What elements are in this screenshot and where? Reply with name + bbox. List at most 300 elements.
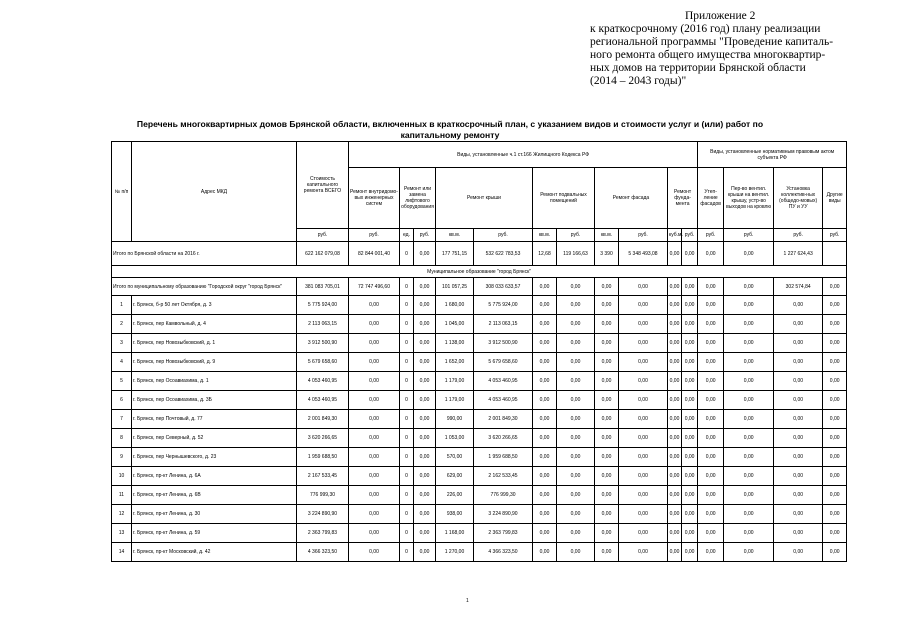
row-lift-units: 0 <box>400 448 414 467</box>
row-basement-cost: 0,00 <box>557 410 595 429</box>
row-insulation-cost: 0,00 <box>698 467 724 486</box>
total-cell: 532 622 783,53 <box>474 242 533 266</box>
total-cell: 0,00 <box>682 242 698 266</box>
row-engineering: 0,00 <box>349 372 400 391</box>
row-flat-roof-cost: 0,00 <box>724 334 774 353</box>
row-lift-cost: 0,00 <box>414 486 436 505</box>
row-meters-cost: 0,00 <box>774 467 823 486</box>
row-address: г. Брянск, пер Северный, д. 52 <box>132 429 297 448</box>
row-address: г. Брянск, пр-кт Ленина, д. 59 <box>132 524 297 543</box>
row-roof-cost: 2 113 063,15 <box>474 315 533 334</box>
row-foundation-cost: 0,00 <box>682 353 698 372</box>
row-roof-area: 1 168,00 <box>436 524 474 543</box>
row-basement-area: 0,00 <box>533 429 557 448</box>
row-engineering: 0,00 <box>349 505 400 524</box>
total-cell: 0 <box>400 242 414 266</box>
header-basement: Ремонт подвальных помещений <box>533 168 595 229</box>
row-foundation-volume: 0,00 <box>668 429 682 448</box>
region-total-label: Итого по Брянской области на 2016 г. <box>112 242 297 266</box>
row-total-cost: 5 775 924,00 <box>297 296 349 315</box>
appendix-header <box>590 10 890 88</box>
row-foundation-volume: 0,00 <box>668 448 682 467</box>
row-foundation-volume: 0,00 <box>668 410 682 429</box>
row-number: 3 <box>112 334 132 353</box>
row-address: г. Брянск, пер Осоавиахима, д. 3Б <box>132 391 297 410</box>
row-total-cost: 3 912 500,90 <box>297 334 349 353</box>
table-row <box>112 429 847 448</box>
row-facade-cost: 0,00 <box>619 315 668 334</box>
header-total-cost: Стоимость капитального ремонта ВСЕГО <box>297 142 349 229</box>
row-total-cost: 5 679 658,60 <box>297 353 349 372</box>
row-engineering: 0,00 <box>349 524 400 543</box>
row-roof-cost: 2 363 799,83 <box>474 524 533 543</box>
row-basement-cost: 0,00 <box>557 524 595 543</box>
unit-cell: кв.м. <box>595 229 619 242</box>
row-foundation-volume: 0,00 <box>668 486 682 505</box>
row-basement-area: 0,00 <box>533 410 557 429</box>
row-lift-cost: 0,00 <box>414 315 436 334</box>
row-number: 14 <box>112 543 132 562</box>
row-lift-units: 0 <box>400 429 414 448</box>
row-facade-area: 0,00 <box>595 391 619 410</box>
total-cell: 0,00 <box>619 278 668 296</box>
row-other-cost: 0,00 <box>823 391 847 410</box>
table-row <box>112 505 847 524</box>
row-foundation-cost: 0,00 <box>682 448 698 467</box>
row-basement-cost: 0,00 <box>557 391 595 410</box>
row-lift-units: 0 <box>400 315 414 334</box>
row-roof-cost: 4 053 460,95 <box>474 391 533 410</box>
row-engineering: 0,00 <box>349 410 400 429</box>
unit-cell: руб. <box>414 229 436 242</box>
appendix-line: ных домов на территории Брянской области <box>590 62 806 74</box>
row-address: г. Брянск, пр-кт Ленина, д. 6А <box>132 467 297 486</box>
total-cell: 101 057,25 <box>436 278 474 296</box>
row-meters-cost: 0,00 <box>774 505 823 524</box>
row-roof-area: 226,00 <box>436 486 474 505</box>
row-facade-area: 0,00 <box>595 372 619 391</box>
row-flat-roof-cost: 0,00 <box>724 448 774 467</box>
row-roof-cost: 2 162 533,45 <box>474 467 533 486</box>
row-foundation-volume: 0,00 <box>668 315 682 334</box>
row-flat-roof-cost: 0,00 <box>724 467 774 486</box>
row-lift-units: 0 <box>400 524 414 543</box>
row-lift-units: 0 <box>400 372 414 391</box>
row-other-cost: 0,00 <box>823 486 847 505</box>
row-insulation-cost: 0,00 <box>698 296 724 315</box>
total-cell: 0,00 <box>823 278 847 296</box>
unit-cell: руб. <box>774 229 823 242</box>
unit-cell: руб. <box>823 229 847 242</box>
row-lift-units: 0 <box>400 505 414 524</box>
row-engineering: 0,00 <box>349 353 400 372</box>
row-basement-area: 0,00 <box>533 391 557 410</box>
row-foundation-volume: 0,00 <box>668 543 682 562</box>
row-facade-area: 0,00 <box>595 334 619 353</box>
row-roof-cost: 1 959 688,50 <box>474 448 533 467</box>
total-cell: 177 751,15 <box>436 242 474 266</box>
row-lift-units: 0 <box>400 486 414 505</box>
row-lift-units: 0 <box>400 334 414 353</box>
row-facade-cost: 0,00 <box>619 448 668 467</box>
total-cell: 0,00 <box>533 278 557 296</box>
row-foundation-volume: 0,00 <box>668 391 682 410</box>
row-roof-area: 1 179,00 <box>436 372 474 391</box>
row-flat-roof-cost: 0,00 <box>724 315 774 334</box>
row-roof-cost: 3 224 890,90 <box>474 505 533 524</box>
row-meters-cost: 0,00 <box>774 524 823 543</box>
row-lift-units: 0 <box>400 410 414 429</box>
row-insulation-cost: 0,00 <box>698 391 724 410</box>
row-basement-area: 0,00 <box>533 296 557 315</box>
row-lift-units: 0 <box>400 467 414 486</box>
row-basement-cost: 0,00 <box>557 448 595 467</box>
row-other-cost: 0,00 <box>823 353 847 372</box>
unit-cell: кв.м. <box>533 229 557 242</box>
row-address: г. Брянск, пр-кт Ленина, д. 30 <box>132 505 297 524</box>
row-other-cost: 0,00 <box>823 315 847 334</box>
appendix-line: (2014 – 2043 годы)" <box>590 75 687 87</box>
row-roof-area: 1 138,00 <box>436 334 474 353</box>
row-number: 13 <box>112 524 132 543</box>
header-num: № п/п <box>112 142 132 242</box>
section-row <box>112 266 847 278</box>
row-meters-cost: 0,00 <box>774 296 823 315</box>
row-roof-cost: 4 366 323,50 <box>474 543 533 562</box>
row-total-cost: 4 366 323,50 <box>297 543 349 562</box>
total-cell: 3 390 <box>595 242 619 266</box>
header-facade: Ремонт фасада <box>595 168 668 229</box>
total-cell: 381 083 705,01 <box>297 278 349 296</box>
row-roof-cost: 3 912 500,90 <box>474 334 533 353</box>
row-basement-area: 0,00 <box>533 543 557 562</box>
unit-cell: руб. <box>297 229 349 242</box>
row-facade-area: 0,00 <box>595 505 619 524</box>
section-total-row <box>112 278 847 296</box>
row-facade-area: 0,00 <box>595 353 619 372</box>
total-cell: 5 348 493,08 <box>619 242 668 266</box>
table-row <box>112 296 847 315</box>
row-facade-cost: 0,00 <box>619 334 668 353</box>
document-title <box>110 119 790 141</box>
row-address: г. Брянск, пер Почтовый, д. 77 <box>132 410 297 429</box>
header-engineering: Ремонт внутридомо-вых инженерных систем <box>349 168 400 229</box>
row-facade-area: 0,00 <box>595 543 619 562</box>
row-foundation-cost: 0,00 <box>682 334 698 353</box>
row-basement-cost: 0,00 <box>557 505 595 524</box>
row-meters-cost: 0,00 <box>774 353 823 372</box>
row-address: г. Брянск, пр-кт Московский, д. 42 <box>132 543 297 562</box>
section-total-label: Итого по муниципальному образованию "Городской округ "город Брянск" <box>112 278 297 296</box>
row-other-cost: 0,00 <box>823 448 847 467</box>
row-meters-cost: 0,00 <box>774 448 823 467</box>
row-insulation-cost: 0,00 <box>698 448 724 467</box>
row-facade-cost: 0,00 <box>619 486 668 505</box>
row-engineering: 0,00 <box>349 296 400 315</box>
row-other-cost: 0,00 <box>823 505 847 524</box>
row-foundation-volume: 0,00 <box>668 467 682 486</box>
unit-cell: руб. <box>619 229 668 242</box>
row-insulation-cost: 0,00 <box>698 429 724 448</box>
row-roof-cost: 3 620 266,65 <box>474 429 533 448</box>
header-meters: Установка коллектив-ных (общедо-мовых) ПУ и УУ <box>774 168 823 229</box>
row-foundation-volume: 0,00 <box>668 524 682 543</box>
row-basement-area: 0,00 <box>533 353 557 372</box>
row-lift-units: 0 <box>400 296 414 315</box>
row-roof-area: 629,00 <box>436 467 474 486</box>
row-lift-cost: 0,00 <box>414 353 436 372</box>
row-basement-area: 0,00 <box>533 315 557 334</box>
row-other-cost: 0,00 <box>823 372 847 391</box>
row-facade-area: 0,00 <box>595 410 619 429</box>
total-cell: 0,00 <box>724 242 774 266</box>
row-foundation-cost: 0,00 <box>682 372 698 391</box>
row-other-cost: 0,00 <box>823 334 847 353</box>
row-foundation-volume: 0,00 <box>668 353 682 372</box>
row-number: 11 <box>112 486 132 505</box>
row-meters-cost: 0,00 <box>774 429 823 448</box>
row-other-cost: 0,00 <box>823 543 847 562</box>
unit-cell: куб.м. <box>668 229 682 242</box>
row-total-cost: 3 620 266,65 <box>297 429 349 448</box>
row-roof-cost: 5 775 924,00 <box>474 296 533 315</box>
row-basement-cost: 0,00 <box>557 467 595 486</box>
row-basement-area: 0,00 <box>533 486 557 505</box>
total-cell: 119 166,63 <box>557 242 595 266</box>
row-facade-area: 0,00 <box>595 315 619 334</box>
total-cell: 0,00 <box>698 278 724 296</box>
row-total-cost: 2 001 849,30 <box>297 410 349 429</box>
row-basement-area: 0,00 <box>533 505 557 524</box>
row-roof-area: 1 179,00 <box>436 391 474 410</box>
row-flat-roof-cost: 0,00 <box>724 372 774 391</box>
row-engineering: 0,00 <box>349 448 400 467</box>
header-lift: Ремонт или замена лифтового оборудования <box>400 168 436 229</box>
row-insulation-cost: 0,00 <box>698 486 724 505</box>
row-total-cost: 1 959 688,50 <box>297 448 349 467</box>
row-number: 4 <box>112 353 132 372</box>
row-roof-cost: 5 679 658,60 <box>474 353 533 372</box>
row-flat-roof-cost: 0,00 <box>724 505 774 524</box>
row-meters-cost: 0,00 <box>774 315 823 334</box>
total-cell: 0 <box>400 278 414 296</box>
row-roof-cost: 2 001 849,30 <box>474 410 533 429</box>
row-foundation-volume: 0,00 <box>668 334 682 353</box>
row-address: г. Брянск, пер Камвольный, д. 4 <box>132 315 297 334</box>
row-flat-roof-cost: 0,00 <box>724 543 774 562</box>
row-address: г. Брянск, пр-кт Ленина, д. 6В <box>132 486 297 505</box>
total-cell: 12,68 <box>533 242 557 266</box>
row-basement-area: 0,00 <box>533 448 557 467</box>
row-foundation-volume: 0,00 <box>668 372 682 391</box>
total-cell: 72 747 496,60 <box>349 278 400 296</box>
row-facade-cost: 0,00 <box>619 296 668 315</box>
row-basement-cost: 0,00 <box>557 353 595 372</box>
row-facade-cost: 0,00 <box>619 372 668 391</box>
row-lift-cost: 0,00 <box>414 467 436 486</box>
row-facade-area: 0,00 <box>595 524 619 543</box>
row-flat-roof-cost: 0,00 <box>724 410 774 429</box>
unit-cell: руб. <box>682 229 698 242</box>
total-cell: 0,00 <box>724 278 774 296</box>
row-roof-area: 1 680,00 <box>436 296 474 315</box>
row-basement-cost: 0,00 <box>557 334 595 353</box>
row-insulation-cost: 0,00 <box>698 524 724 543</box>
document-title-line: Перечень многоквартирных домов Брянской области, включенных в краткосрочный план, с указанием видов и стоимости услуг и (или) работ по <box>136 119 764 129</box>
row-total-cost: 4 053 460,95 <box>297 372 349 391</box>
row-lift-units: 0 <box>400 543 414 562</box>
row-lift-cost: 0,00 <box>414 505 436 524</box>
row-basement-area: 0,00 <box>533 467 557 486</box>
repair-plan-table <box>111 141 847 562</box>
row-foundation-cost: 0,00 <box>682 296 698 315</box>
row-engineering: 0,00 <box>349 429 400 448</box>
appendix-line: ного ремонта общего имущества многоквартир- <box>590 49 826 61</box>
row-insulation-cost: 0,00 <box>698 543 724 562</box>
row-insulation-cost: 0,00 <box>698 505 724 524</box>
appendix-line: к краткосрочному (2016 год) плану реализации <box>590 23 821 35</box>
table-row <box>112 448 847 467</box>
row-flat-roof-cost: 0,00 <box>724 486 774 505</box>
row-facade-cost: 0,00 <box>619 353 668 372</box>
row-address: г. Брянск, пер Осоавиахима, д. 1 <box>132 372 297 391</box>
total-cell <box>823 242 847 266</box>
row-flat-roof-cost: 0,00 <box>724 524 774 543</box>
row-meters-cost: 0,00 <box>774 486 823 505</box>
unit-cell: ед. <box>400 229 414 242</box>
total-cell: 0,00 <box>557 278 595 296</box>
row-total-cost: 776 999,30 <box>297 486 349 505</box>
row-facade-cost: 0,00 <box>619 543 668 562</box>
table-row <box>112 353 847 372</box>
total-cell: 622 162 079,08 <box>297 242 349 266</box>
row-insulation-cost: 0,00 <box>698 353 724 372</box>
row-lift-cost: 0,00 <box>414 296 436 315</box>
row-basement-area: 0,00 <box>533 334 557 353</box>
row-other-cost: 0,00 <box>823 296 847 315</box>
row-facade-cost: 0,00 <box>619 429 668 448</box>
row-facade-cost: 0,00 <box>619 391 668 410</box>
table-row <box>112 524 847 543</box>
row-other-cost: 0,00 <box>823 524 847 543</box>
row-lift-cost: 0,00 <box>414 429 436 448</box>
header-group-rf: Виды, установленные нормативным правовым актом субъекта РФ <box>698 142 847 168</box>
unit-cell: руб. <box>349 229 400 242</box>
row-total-cost: 2 167 533,45 <box>297 467 349 486</box>
document-title-line: капитальному ремонту <box>400 130 500 140</box>
row-address: г. Брянск, пер Новозыбковский, д. 9 <box>132 353 297 372</box>
row-basement-cost: 0,00 <box>557 486 595 505</box>
row-number: 1 <box>112 296 132 315</box>
region-total-row <box>112 242 847 266</box>
row-address: г. Брянск, пер Чернышевского, д. 23 <box>132 448 297 467</box>
row-engineering: 0,00 <box>349 543 400 562</box>
row-roof-area: 990,00 <box>436 410 474 429</box>
row-meters-cost: 0,00 <box>774 391 823 410</box>
row-foundation-cost: 0,00 <box>682 543 698 562</box>
row-facade-cost: 0,00 <box>619 505 668 524</box>
section-title: Муниципальное образование "город Брянск" <box>112 266 847 278</box>
row-lift-cost: 0,00 <box>414 543 436 562</box>
row-basement-cost: 0,00 <box>557 543 595 562</box>
row-lift-cost: 0,00 <box>414 410 436 429</box>
row-roof-area: 1 652,00 <box>436 353 474 372</box>
total-cell: 1 227 624,43 <box>774 242 823 266</box>
table-row <box>112 410 847 429</box>
row-foundation-volume: 0,00 <box>668 296 682 315</box>
row-engineering: 0,00 <box>349 391 400 410</box>
appendix-line: региональной программы "Проведение капиталь- <box>590 36 834 48</box>
row-basement-area: 0,00 <box>533 372 557 391</box>
total-cell: 0,00 <box>595 278 619 296</box>
table-row <box>112 334 847 353</box>
header-roof: Ремонт крыши <box>436 168 533 229</box>
row-roof-area: 1 045,00 <box>436 315 474 334</box>
row-lift-cost: 0,00 <box>414 524 436 543</box>
header-foundation: Ремонт фунда-мента <box>668 168 698 229</box>
row-facade-area: 0,00 <box>595 467 619 486</box>
unit-cell: руб. <box>724 229 774 242</box>
row-roof-area: 570,00 <box>436 448 474 467</box>
row-number: 8 <box>112 429 132 448</box>
row-basement-cost: 0,00 <box>557 315 595 334</box>
row-address: г. Брянск, б-р 50 лет Октября, д. 3 <box>132 296 297 315</box>
row-flat-roof-cost: 0,00 <box>724 296 774 315</box>
row-roof-area: 1 270,00 <box>436 543 474 562</box>
row-flat-roof-cost: 0,00 <box>724 353 774 372</box>
table-row <box>112 486 847 505</box>
row-total-cost: 3 224 890,90 <box>297 505 349 524</box>
row-number: 6 <box>112 391 132 410</box>
row-lift-cost: 0,00 <box>414 391 436 410</box>
row-facade-cost: 0,00 <box>619 524 668 543</box>
total-cell: 0,00 <box>682 278 698 296</box>
unit-cell: руб. <box>698 229 724 242</box>
row-insulation-cost: 0,00 <box>698 315 724 334</box>
unit-cell: кв.м. <box>436 229 474 242</box>
total-cell: 0,00 <box>414 242 436 266</box>
row-roof-cost: 4 053 460,95 <box>474 372 533 391</box>
row-other-cost: 0,00 <box>823 467 847 486</box>
row-insulation-cost: 0,00 <box>698 372 724 391</box>
row-meters-cost: 0,00 <box>774 543 823 562</box>
table-row <box>112 467 847 486</box>
row-other-cost: 0,00 <box>823 429 847 448</box>
row-engineering: 0,00 <box>349 467 400 486</box>
row-lift-units: 0 <box>400 353 414 372</box>
appendix-title: Приложение 2 <box>685 10 756 22</box>
row-basement-cost: 0,00 <box>557 296 595 315</box>
row-total-cost: 2 363 799,83 <box>297 524 349 543</box>
page-number: 1 <box>466 598 469 604</box>
unit-cell: руб. <box>557 229 595 242</box>
row-other-cost: 0,00 <box>823 410 847 429</box>
row-lift-units: 0 <box>400 391 414 410</box>
row-foundation-cost: 0,00 <box>682 505 698 524</box>
row-number: 9 <box>112 448 132 467</box>
table-row <box>112 543 847 562</box>
row-flat-roof-cost: 0,00 <box>724 391 774 410</box>
row-foundation-cost: 0,00 <box>682 486 698 505</box>
table-row <box>112 315 847 334</box>
row-meters-cost: 0,00 <box>774 334 823 353</box>
row-number: 12 <box>112 505 132 524</box>
row-roof-cost: 776 999,30 <box>474 486 533 505</box>
total-cell: 0,00 <box>668 242 682 266</box>
header-address: Адрес МКД <box>132 142 297 242</box>
row-foundation-cost: 0,00 <box>682 429 698 448</box>
row-facade-area: 0,00 <box>595 296 619 315</box>
